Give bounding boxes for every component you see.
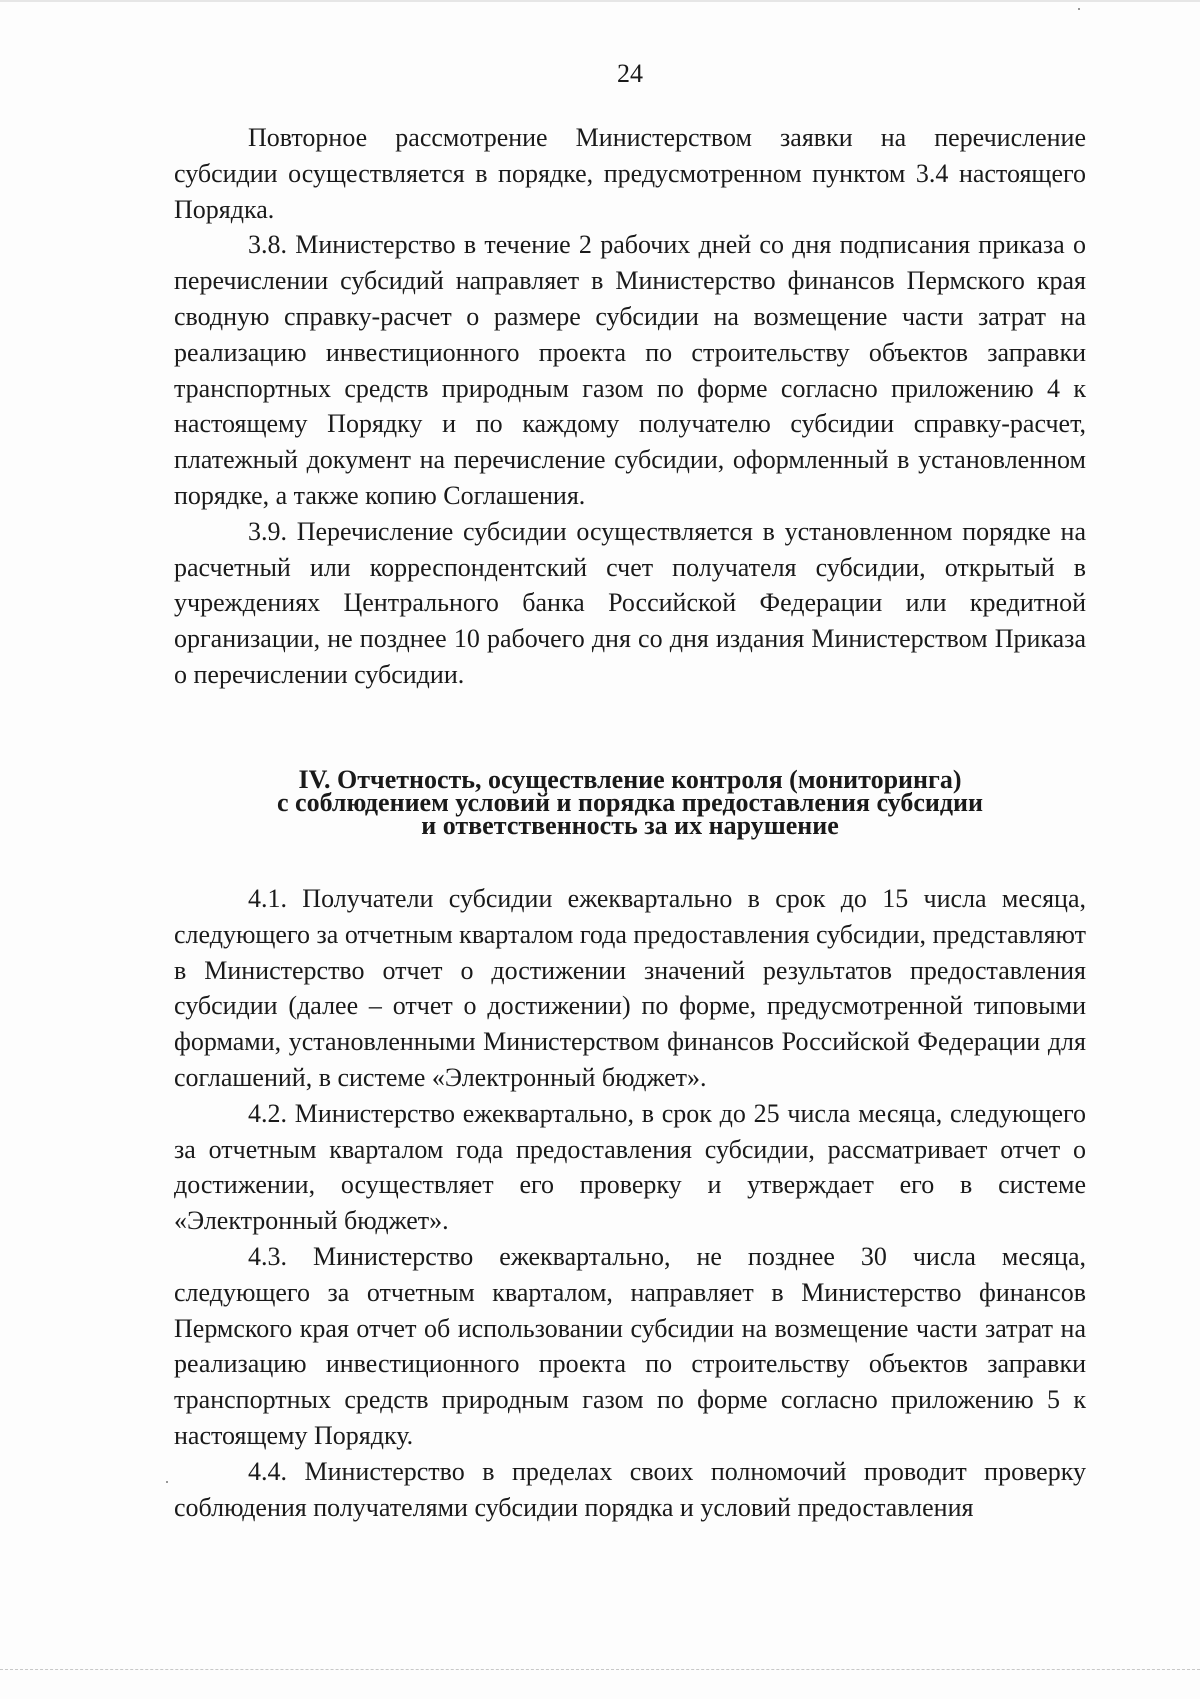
text-block-section-4 [174, 881, 1086, 1525]
paragraph-4-1: 4.1. Получатели субсидии ежеквартально в срок до 15 числа месяца, следующего за отчетным кварталом года предоставления субсидии, представляют в Министерство отчет о достижении значений результатов предоставления субсидии (далее – отчет о достижении) по форме, предусмотренной типовыми формами, установленными Министерством финансов Российской Федерации для соглашений, в системе «Электронный бюджет». [174, 884, 1086, 1092]
scan-bottom-edge [0, 1669, 1200, 1671]
scan-speck [166, 1481, 168, 1483]
section-heading-line-1: IV. Отчетность, осуществление контроля (мониторинга) [298, 765, 962, 794]
paragraph-4-3: 4.3. Министерство ежеквартально, не позднее 30 числа месяца, следующего за отчетным кварталом, направляет в Министерство финансов Пермского края отчет об использовании субсидии на возмещение части затрат на реализацию инвестиционного проекта по строительству объектов заправки транспортных средств природным газом по форме согласно приложению 5 к настоящему Порядку. [174, 1241, 1086, 1450]
section-heading [174, 765, 1086, 840]
scan-top-edge [0, 0, 1200, 2]
paragraph-4-4: 4.4. Министерство в пределах своих полномочий проводит проверку соблюдения получателями субсидии порядка и условий предоставления [174, 1456, 1086, 1522]
scan-speck [1078, 8, 1080, 10]
page-number: 24 [617, 59, 643, 88]
section-heading-line-2: с соблюдением условий и порядка предоставления субсидии [277, 788, 983, 817]
paragraph-review-procedure: Повторное рассмотрение Министерством заявки на перечисление субсидии осуществляется в порядке, предусмотренном пунктом 3.4 настоящего Порядка. [174, 123, 1086, 224]
text-block-section-3 [174, 120, 1086, 693]
section-heading-line-3: и ответственность за их нарушение [421, 811, 839, 840]
paragraph-3-8: 3.8. Министерство в течение 2 рабочих дней со дня подписания приказа о перечислении субсидий направляет в Министерство финансов Пермского края сводную справку-расчет о размере субсидии на возмещение части затрат на реализацию инвестиционного проекта по строительству объектов заправки транспортных средств природным газом по форме согласно приложению 4 к настоящему Порядку и по каждому получателю субсидии справку-расчет, платежный документ на перечисление субсидии, оформленный в установленном порядке, а также копию Соглашения. [174, 230, 1086, 510]
paragraph-3-9: 3.9. Перечисление субсидии осуществляется в установленном порядке на расчетный или корреспондентский счет получателя субсидии, открытый в учреждениях Центрального банка Российской Федерации или кредитной организации, не позднее 10 рабочего дня со дня издания Министерством Приказа о перечислении субсидии. [174, 516, 1086, 689]
paragraph-4-2: 4.2. Министерство ежеквартально, в срок до 25 числа месяца, следующего за отчетным кварталом года предоставления субсидии, рассматривает отчет о достижении, осуществляет его проверку и утверждает его в системе «Электронный бюджет». [174, 1098, 1086, 1236]
